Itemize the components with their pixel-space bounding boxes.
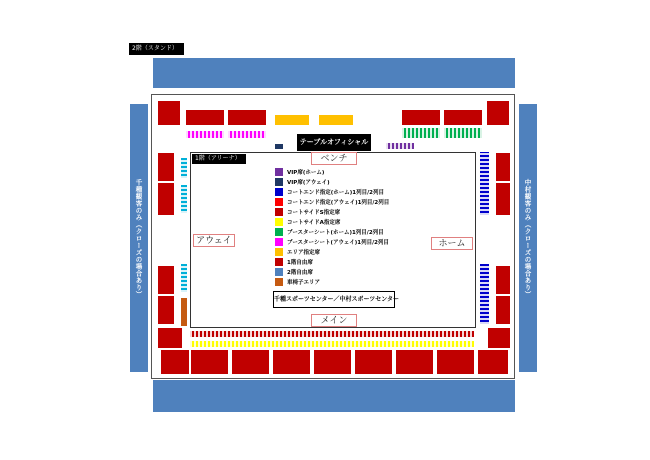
seat-block[interactable]	[396, 350, 433, 374]
legend-item	[275, 247, 400, 257]
floor-label: 2階（スタンド）	[129, 43, 184, 55]
seat-block[interactable]	[158, 266, 174, 294]
booster-home-row[interactable]	[444, 128, 482, 138]
seat-block[interactable]	[273, 350, 310, 374]
seat-block[interactable]	[158, 183, 174, 215]
legend-label: コートエンド指定(ホーム)1列目/2列目	[287, 190, 384, 196]
legend-swatch	[275, 188, 283, 196]
seat-block[interactable]	[488, 328, 510, 348]
court-end-away-seats[interactable]	[181, 264, 187, 292]
seat-block[interactable]	[232, 350, 269, 374]
legend-swatch	[275, 258, 283, 266]
arena-label: 1階（アリーナ）	[192, 154, 246, 164]
away-label: アウェイ	[193, 234, 235, 247]
legend-item	[275, 257, 400, 267]
court-end-away-seats[interactable]	[181, 158, 187, 178]
legend-swatch	[275, 208, 283, 216]
legend-item	[275, 167, 400, 177]
legend-label: コートサイドS指定席	[287, 210, 341, 216]
legend-swatch	[275, 218, 283, 226]
seat-block[interactable]	[314, 350, 351, 374]
legend-item	[275, 227, 400, 237]
legend-item	[275, 187, 400, 197]
home-label: ホーム	[431, 237, 473, 250]
legend-swatch	[275, 168, 283, 176]
legend-item	[275, 197, 400, 207]
main-label: メイン	[311, 314, 357, 327]
court-end-home-seats[interactable]	[480, 264, 489, 324]
legend-item	[275, 267, 400, 277]
court-side-a-row[interactable]	[190, 341, 474, 347]
seat-block[interactable]	[496, 296, 510, 324]
legend-label: 1階自由席	[287, 260, 313, 266]
legend-swatch	[275, 268, 283, 276]
right-stand[interactable]	[519, 104, 537, 372]
legend-swatch	[275, 178, 283, 186]
legend-swatch	[275, 278, 283, 286]
legend-label: VIP席(ホーム)	[287, 170, 325, 176]
seat-block[interactable]	[191, 350, 228, 374]
seat-block[interactable]	[158, 296, 174, 324]
seat-block[interactable]	[161, 350, 189, 374]
seat-block[interactable]	[496, 153, 510, 181]
legend-swatch	[275, 228, 283, 236]
seat-block[interactable]	[186, 110, 224, 125]
seat-block[interactable]	[228, 110, 266, 125]
legend-label: 2階自由席	[287, 270, 313, 276]
booster-home-row[interactable]	[402, 128, 440, 138]
seat-block[interactable]	[478, 350, 508, 374]
left-stand-label: 千種観客のみ（クローズの場合あり）	[134, 178, 143, 298]
seat-block[interactable]	[402, 110, 440, 125]
booster-away-row[interactable]	[186, 131, 224, 138]
right-stand-label: 中村観客のみ（クローズの場合あり）	[523, 178, 532, 298]
vip-home-seats[interactable]	[386, 143, 414, 149]
court-side-s-row[interactable]	[190, 331, 474, 337]
seat-block[interactable]	[487, 101, 509, 125]
legend-item	[275, 237, 400, 247]
venue-name	[273, 291, 400, 308]
venue-name-label: 千種スポーツセンター／中村スポーツセンター	[274, 296, 400, 303]
legend-label: ブースターシート(アウェイ)1列目/2列目	[287, 240, 389, 246]
seat-block[interactable]	[496, 266, 510, 294]
seat-block[interactable]	[444, 110, 482, 125]
bottom-stand[interactable]	[153, 380, 515, 412]
seat-block[interactable]	[158, 101, 180, 125]
wheelchair-area[interactable]	[181, 298, 187, 326]
legend-item	[275, 217, 400, 227]
legend-swatch	[275, 198, 283, 206]
legend-item	[275, 277, 400, 287]
seat-block[interactable]	[158, 153, 174, 181]
seat-block[interactable]	[319, 115, 353, 125]
bench-label: ベンチ	[311, 152, 357, 165]
legend-label: 車椅子エリア	[287, 280, 321, 286]
legend-label: コートサイドA指定席	[287, 220, 341, 226]
booster-away-row[interactable]	[228, 131, 266, 138]
legend-label: コートエンド指定(アウェイ)1列目/2列目	[287, 200, 390, 206]
table-officials	[297, 134, 371, 151]
vip-away-seats[interactable]	[275, 144, 283, 149]
left-stand[interactable]	[130, 104, 148, 372]
court-end-home-seats[interactable]	[480, 152, 489, 215]
legend-label: VIP席(アウェイ)	[287, 180, 330, 186]
court-end-away-seats[interactable]	[181, 185, 187, 213]
legend-swatch	[275, 238, 283, 246]
legend-swatch	[275, 248, 283, 256]
seat-block[interactable]	[437, 350, 474, 374]
legend-label: エリア指定席	[287, 250, 321, 256]
seat-block[interactable]	[275, 115, 309, 125]
legend-label: ブースターシート(ホーム)1列目/2列目	[287, 230, 384, 236]
seat-block[interactable]	[158, 328, 182, 348]
table-officials-label: テーブルオフィシャル	[299, 138, 369, 146]
legend-item	[275, 177, 400, 187]
seat-block[interactable]	[355, 350, 392, 374]
top-stand[interactable]	[153, 58, 515, 88]
legend-item	[275, 207, 400, 217]
legend	[275, 167, 400, 287]
seat-block[interactable]	[496, 183, 510, 215]
